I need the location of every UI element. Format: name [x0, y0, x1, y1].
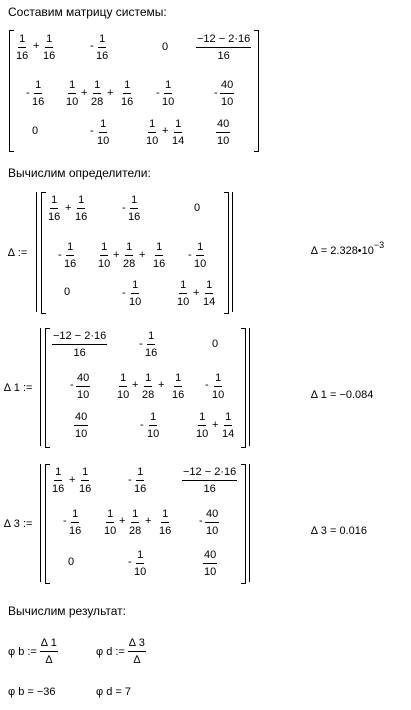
minus-sign: -	[128, 474, 132, 486]
fraction	[172, 373, 184, 401]
denominator: 10	[162, 96, 175, 108]
fraction	[64, 242, 76, 270]
denominator: 10	[194, 258, 207, 270]
denominator: 16	[96, 50, 109, 62]
numerator: ∆ 3	[128, 638, 146, 652]
det-result-label: ∆ =	[311, 245, 328, 257]
minus-sign: -	[139, 338, 143, 350]
numerator: 1	[136, 467, 144, 481]
fraction	[182, 467, 237, 495]
denominator: 10	[206, 525, 219, 537]
numerator: 1	[164, 80, 172, 94]
det-bar	[40, 328, 41, 446]
matrix-cell: 0	[64, 286, 71, 298]
denominator: 16	[69, 525, 82, 537]
det1-result: ∆ 1 = −0.084	[311, 389, 374, 401]
denominator: 10	[177, 296, 190, 308]
denominator: 10	[196, 428, 209, 440]
minus-sign: -	[26, 87, 30, 99]
fraction	[52, 467, 64, 495]
numerator: 40	[74, 412, 88, 426]
numerator: 1	[93, 80, 101, 94]
fraction	[128, 195, 140, 223]
plus-sign: +	[119, 515, 126, 527]
fraction	[220, 80, 234, 108]
phi-b-result: φ b = −36	[8, 686, 56, 698]
denominator: 16	[145, 347, 158, 359]
minus-sign: -	[70, 379, 74, 391]
fraction	[91, 80, 103, 108]
numerator: 1	[66, 242, 74, 256]
det-result-mantissa: 2.328•10	[330, 245, 374, 257]
fraction	[104, 509, 116, 537]
numerator: 1	[71, 509, 79, 523]
denominator: 16	[16, 50, 29, 62]
fraction	[172, 119, 184, 147]
denominator: 10	[134, 566, 147, 578]
phi-b-definition: φ b :=	[8, 646, 37, 658]
phi-d-result: φ d = 7	[96, 686, 131, 698]
denominator: 16	[203, 483, 216, 495]
denominator: 28	[142, 389, 155, 401]
numerator: 1	[136, 550, 144, 564]
numerator: 1	[198, 412, 206, 426]
denominator: ∆	[133, 654, 141, 666]
plus-sign: +	[162, 125, 169, 137]
numerator: 1	[125, 242, 133, 256]
fraction	[205, 509, 219, 537]
fraction	[146, 119, 158, 147]
denominator: 10	[212, 389, 225, 401]
fraction	[177, 280, 189, 308]
fraction	[134, 467, 146, 495]
minus-sign: -	[140, 419, 144, 431]
minus-sign: -	[90, 125, 94, 137]
denominator: 14	[172, 135, 185, 147]
right-bracket	[241, 328, 246, 448]
numerator: 1	[45, 34, 53, 48]
numerator: 40	[205, 509, 219, 523]
denominator: 28	[129, 525, 142, 537]
denominator: 16	[79, 483, 92, 495]
numerator: 1	[100, 242, 108, 256]
numerator: 1	[205, 280, 213, 294]
denominator: 10	[77, 389, 90, 401]
matrix-cell: 0	[162, 41, 169, 53]
numerator: 40	[203, 550, 217, 564]
numerator: 40	[76, 373, 90, 387]
minus-sign: -	[63, 515, 67, 527]
fraction	[32, 80, 44, 108]
numerator: 1	[50, 195, 58, 209]
fraction	[40, 638, 58, 666]
plus-sign: +	[81, 87, 88, 99]
denominator: 16	[75, 211, 88, 223]
heading-determinants: Вычислим определители:	[8, 166, 151, 180]
denominator: 16	[43, 50, 56, 62]
minus-sign: -	[214, 87, 218, 99]
denominator: 10	[104, 525, 117, 537]
denominator: 16	[121, 96, 134, 108]
denominator: ∆	[45, 654, 53, 666]
fraction	[147, 412, 159, 440]
minus-sign: -	[122, 202, 126, 214]
plus-sign: +	[107, 87, 114, 99]
fraction	[159, 509, 171, 537]
left-bracket	[41, 192, 46, 314]
numerator: 1	[131, 280, 139, 294]
numerator: 1	[99, 119, 107, 133]
plus-sign: +	[132, 379, 139, 391]
numerator: −12 − 2·16	[196, 34, 251, 48]
fraction	[75, 195, 87, 223]
fraction	[74, 412, 88, 440]
fraction	[16, 34, 28, 62]
fraction	[79, 467, 91, 495]
det-result-exponent: −3	[373, 240, 385, 250]
heading-result: Вычислим результат:	[8, 604, 126, 618]
fraction	[162, 80, 174, 108]
minus-sign: -	[199, 515, 203, 527]
minus-sign: -	[122, 287, 126, 299]
numerator: 1	[131, 509, 139, 523]
fraction	[203, 280, 215, 308]
numerator: 1	[119, 373, 127, 387]
denominator: 16	[153, 258, 166, 270]
numerator: 1	[149, 412, 157, 426]
det-bar	[232, 192, 233, 312]
left-bracket	[45, 328, 50, 448]
plus-sign: +	[65, 202, 72, 214]
denominator: 16	[52, 483, 65, 495]
fraction	[142, 373, 154, 401]
det3-result: ∆ 3 = 0.016	[311, 525, 367, 537]
det-bar	[249, 464, 250, 582]
det3-definition: ∆ 3 :=	[4, 518, 33, 530]
numerator: 1	[130, 195, 138, 209]
denominator: 10	[217, 135, 230, 147]
numerator: 1	[214, 373, 222, 387]
fraction	[121, 80, 133, 108]
numerator: 1	[161, 509, 169, 523]
minus-sign: -	[90, 40, 94, 52]
fraction	[216, 119, 230, 147]
fraction	[123, 242, 135, 270]
numerator: 1	[54, 467, 62, 481]
matrix-cell: 0	[212, 338, 219, 350]
fraction	[66, 80, 78, 108]
numerator: 1	[68, 80, 76, 94]
left-bracket	[9, 30, 14, 152]
fraction	[43, 34, 55, 62]
right-bracket	[224, 192, 229, 314]
minus-sign: -	[128, 556, 132, 568]
numerator: −12 − 2·16	[52, 331, 107, 345]
det-bar	[40, 464, 41, 582]
numerator: 1	[77, 195, 85, 209]
fraction	[128, 638, 146, 666]
denominator: 16	[73, 347, 86, 359]
phi-d-definition: φ d :=	[96, 646, 125, 658]
fraction	[129, 280, 141, 308]
fraction	[96, 34, 108, 62]
minus-sign: -	[188, 249, 192, 261]
denominator: 10	[204, 566, 217, 578]
numerator: 1	[179, 280, 187, 294]
fraction	[69, 509, 81, 537]
numerator: ∆ 1	[40, 638, 58, 652]
fraction	[212, 373, 224, 401]
fraction	[203, 550, 217, 578]
plus-sign: +	[212, 419, 219, 431]
numerator: 1	[196, 242, 204, 256]
det1-definition: ∆ 1 :=	[4, 382, 33, 394]
fraction	[196, 412, 208, 440]
denominator: 16	[32, 96, 45, 108]
numerator: 1	[123, 80, 131, 94]
det-bar	[36, 192, 37, 312]
denominator: 16	[159, 525, 172, 537]
numerator: 40	[216, 119, 230, 133]
matrix-cell: 0	[32, 125, 39, 137]
denominator: 10	[75, 428, 88, 440]
fraction	[97, 119, 109, 147]
numerator: 1	[106, 509, 114, 523]
denominator: 10	[97, 135, 110, 147]
plus-sign: +	[158, 379, 165, 391]
fraction	[222, 412, 234, 440]
denominator: 10	[146, 135, 159, 147]
denominator: 10	[66, 96, 79, 108]
heading-compose-matrix: Составим матрицу системы:	[8, 5, 167, 19]
det-definition: ∆ :=	[8, 247, 28, 259]
numerator: 1	[224, 412, 232, 426]
fraction	[98, 242, 110, 270]
minus-sign: -	[58, 249, 62, 261]
numerator: 1	[144, 373, 152, 387]
denominator: 16	[64, 258, 77, 270]
fraction	[194, 242, 206, 270]
numerator: 1	[148, 119, 156, 133]
denominator: 10	[98, 258, 111, 270]
numerator: 1	[174, 373, 182, 387]
matrix-cell: 0	[68, 556, 75, 568]
denominator: 14	[222, 428, 235, 440]
plus-sign: +	[139, 249, 146, 261]
fraction	[76, 373, 90, 401]
numerator: 1	[174, 119, 182, 133]
plus-sign: +	[113, 249, 120, 261]
denominator: 14	[203, 296, 216, 308]
det-bar	[249, 328, 250, 446]
minus-sign: -	[156, 87, 160, 99]
fraction	[52, 331, 107, 359]
numerator: 1	[155, 242, 163, 256]
numerator: 1	[18, 34, 26, 48]
det-result	[311, 240, 385, 257]
plus-sign: +	[145, 515, 152, 527]
denominator: 10	[117, 389, 130, 401]
numerator: 1	[147, 331, 155, 345]
right-bracket	[241, 464, 246, 584]
denominator: 16	[172, 389, 185, 401]
denominator: 16	[217, 50, 230, 62]
denominator: 10	[221, 96, 234, 108]
fraction	[196, 34, 251, 62]
fraction	[134, 550, 146, 578]
numerator: 1	[98, 34, 106, 48]
numerator: 1	[34, 80, 42, 94]
denominator: 28	[123, 258, 136, 270]
fraction	[48, 195, 60, 223]
numerator: 40	[220, 80, 234, 94]
denominator: 10	[129, 296, 142, 308]
denominator: 16	[48, 211, 61, 223]
numerator: 1	[81, 467, 89, 481]
denominator: 10	[147, 428, 160, 440]
plus-sign: +	[193, 287, 200, 299]
plus-sign: +	[69, 474, 76, 486]
fraction	[117, 373, 129, 401]
denominator: 28	[91, 96, 104, 108]
minus-sign: -	[205, 379, 209, 391]
fraction	[129, 509, 141, 537]
plus-sign: +	[33, 40, 40, 52]
left-bracket	[45, 464, 50, 584]
matrix-cell: 0	[194, 202, 201, 214]
denominator: 16	[128, 211, 141, 223]
denominator: 16	[134, 483, 147, 495]
right-bracket	[254, 30, 259, 152]
numerator: −12 − 2·16	[182, 467, 237, 481]
fraction	[153, 242, 165, 270]
fraction	[145, 331, 157, 359]
